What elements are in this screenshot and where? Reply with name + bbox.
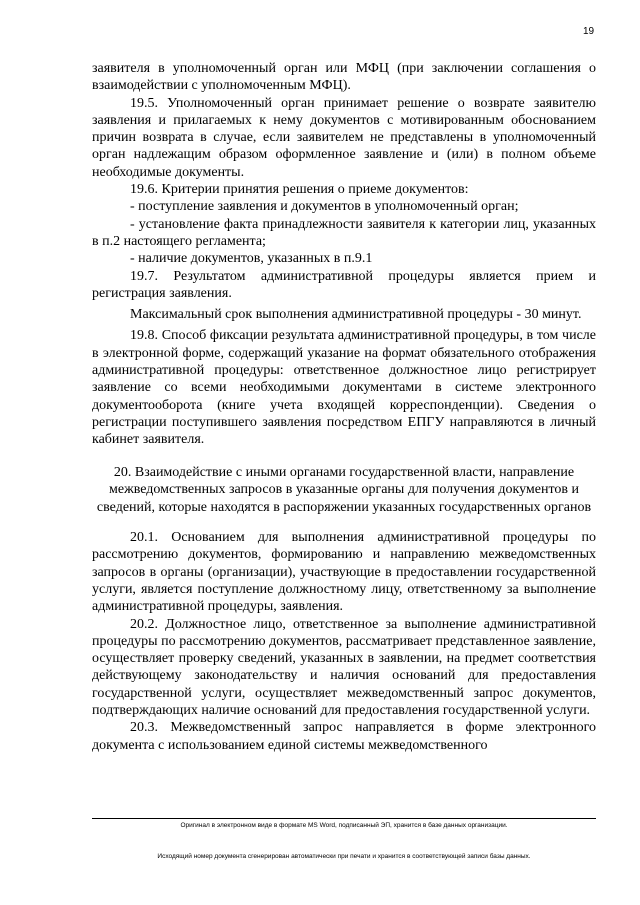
- footer-original-note: Оригинал в электронном виде в формате MS Word, подписанный ЭП, хранится в базе данных организации.: [180, 822, 508, 829]
- list-item-criteria-1: - поступление заявления и документов в уполномоченный орган;: [130, 199, 519, 215]
- paragraph-19-7: 19.7. Результатом административной процедуры является прием и регистрация заявления.: [92, 268, 596, 301]
- paragraph-19-5: 19.5. Уполномоченный орган принимает решение о возврате заявителю заявления и прилагаемых к нему документов с мотивированным обоснованием причин возврата в случае, если заявителем не представлены в уполномоченный орган надлежащим образом оформленное заявление и (или) в полном объеме необходимые документы.: [92, 95, 596, 180]
- paragraph-19-6: 19.6. Критерии принятия решения о приеме документов:: [130, 182, 469, 198]
- page-footer: [92, 818, 596, 860]
- paragraph-continuation: заявителя в уполномоченный орган или МФЦ (при заключении соглашения о взаимодействии с уполномоченным МФЦ).: [92, 61, 596, 94]
- page-number: 19: [583, 26, 595, 37]
- paragraph-20-3: 20.3. Межведомственный запрос направляется в форме электронного документа с использованием единой системы межведомственного: [92, 720, 596, 753]
- list-item-criteria-3: - наличие документов, указанных в п.9.1: [130, 251, 373, 267]
- footer-divider: [92, 818, 596, 819]
- paragraph-max-duration: Максимальный срок выполнения административной процедуры - 30 минут.: [130, 307, 582, 323]
- paragraph-20-2: 20.2. Должностное лицо, ответственное за выполнение административной процедуры по рассмотрению документов, рассматривает представленное заявление, осуществляет проверку сведений, указанных в заявлении, на предмет соответствия действующему законодательству и наличия оснований для предоставления государственной услуги, осуществляет межведомственный запрос документов, подтверждающих наличие оснований для предоставления государственной услуги.: [92, 616, 596, 718]
- paragraph-19-8: 19.8. Способ фиксации результата административной процедуры, в том числе в электронной форме, содержащий указание на формат обязательного отображения административной процедуры: ответственное должностное лицо регистрирует заявление со всеми необходимыми документами в системе электронного документооборота (книге учета входящей корреспонденции). Сведения о регистрации поступившего заявления посредством ЕПГУ направляются в личный кабинет заявителя.: [92, 328, 596, 448]
- footer-outgoing-number-note: Исходящий номер документа сгенерирован автоматически при печати и хранится в соответствующей записи базы данных.: [157, 853, 531, 860]
- section-heading-20: 20. Взаимодействие с иными органами государственной власти, направление межведомственных запросов в указанные органы для получения документов и сведений, которые находятся в распоряжении указанных государственных органов: [96, 464, 592, 515]
- document-body: [92, 60, 596, 754]
- paragraph-20-1: 20.1. Основанием для выполнения административной процедуры по рассмотрению документов, формированию и направлению межведомственных запросов в органы (организации), участвующие в предоставлении государственной услуги, является поступление должностному лицу, ответственному за выполнение административной процедуры, заявления.: [92, 530, 596, 615]
- list-item-criteria-2: - установление факта принадлежности заявителя к категории лиц, указанных в п.2 настоящего регламента;: [92, 216, 596, 249]
